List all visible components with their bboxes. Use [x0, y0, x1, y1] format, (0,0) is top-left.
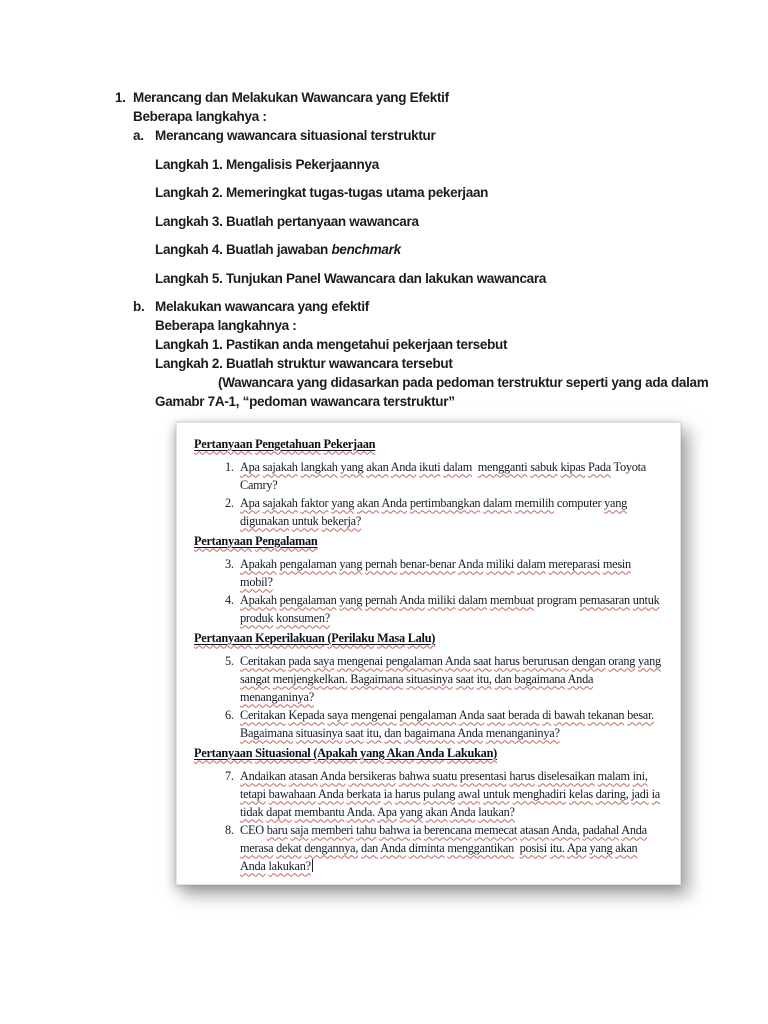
text-cursor-caret	[312, 859, 313, 872]
question-text: Apakah pengalaman yang pernah Anda miliki dalam membuat program pemasaran untuk produk konsumen?	[240, 592, 660, 625]
question-number: 2.	[225, 495, 234, 510]
outline-section-a	[133, 126, 728, 145]
step-line: Langkah 5. Tunjukan Panel Wawancara dan lakukan wawancara	[155, 270, 547, 286]
step-line: Langkah 3. Buatlah pertanyaan wawancara	[155, 213, 419, 229]
figure-7a-1-image	[176, 422, 681, 885]
figure-question-item	[225, 652, 668, 706]
question-number: 5.	[225, 653, 234, 668]
figure-section-heading: Pertanyaan Keperilakuan (Perilaku Masa Lalu)	[194, 630, 436, 645]
question-text: Apakah pengalaman yang pernah benar-benar Anda miliki dalam mereparasi mesin mobil?	[240, 556, 631, 589]
step-line: Langkah 2. Buatlah struktur wawancara tersebut	[155, 355, 453, 371]
section-b-subtitle: Beberapa langkahnya :	[155, 317, 297, 333]
figure-section-heading: Pertanyaan Situasional (Apakah yang Akan Anda Lakukan)	[194, 745, 497, 760]
outline-title: Merancang dan Melakukan Wawancara yang Efektif	[133, 90, 449, 105]
list-marker: 1.	[115, 90, 126, 105]
figure-question-item	[225, 767, 668, 821]
outline-section-b	[133, 297, 728, 411]
figure-question-item	[225, 458, 668, 494]
figure-question-item	[225, 591, 668, 627]
figure-question-item	[225, 494, 668, 530]
note-line: (Wawancara yang didasarkan pada pedoman terstruktur seperti yang ada dalam	[218, 374, 709, 390]
italic-term: benchmark	[331, 242, 401, 257]
outline-item-1	[115, 88, 728, 885]
step-line: Langkah 1. Pastikan anda mengetahui pekerjaan tersebut	[155, 336, 508, 352]
document-body	[115, 88, 728, 885]
question-text: Ceritakan Kepada saya mengenai pengalaman Anda saat berada di bawah tekanan besar. Bagaimana situasinya saat itu, dan bagaimana Anda menanganinya?	[240, 707, 654, 740]
question-number: 4.	[225, 592, 234, 607]
question-text: Ceritakan pada saya mengenai pengalaman Anda saat harus berurusan dengan orang yang sangat menjengkelkan. Bagaimana situasinya saat itu, dan bagaimana Anda menanganinya?	[240, 653, 661, 704]
question-text: CEO baru saja memberi tahu bahwa ia berencana memecat atasan Anda, padahal Anda merasa dekat dengannya, dan Anda diminta menggantikan posisi itu. Apa yang akan Anda lakukan?	[240, 822, 647, 873]
question-number: 7.	[225, 768, 234, 783]
outline-subtitle: Beberapa langkahya :	[133, 109, 267, 124]
step-line: Langkah 1. Mengalisis Pekerjaannya	[155, 156, 379, 172]
step-line	[155, 240, 728, 259]
section-a-title: Merancang wawancara situasional terstruktur	[155, 128, 436, 143]
figure-question-item	[225, 821, 668, 875]
question-text: Apa sajakah langkah yang akan Anda ikuti dalam mengganti sabuk kipas Pada Toyota Camry?	[240, 459, 647, 492]
figure-section-heading: Pertanyaan Pengetahuan Pekerjaan	[194, 436, 376, 451]
question-text: Andaikan atasan Anda bersikeras bahwa suatu presentasi harus diselesaikan malam ini, tetapi bawahaan Anda berkata ia harus pulang awal untuk menghadiri kelas daring, jadi ia tidak dapat membantu Anda. Apa yang akan Anda laukan?	[240, 768, 661, 819]
question-text-with-cursor	[240, 821, 668, 875]
question-text: Apa sajakah faktor yang akan Anda pertimbangkan dalam memilih computer yang digunakan untuk bekerja?	[240, 495, 628, 528]
step-text: Langkah 4. Buatlah jawaban	[155, 242, 332, 257]
figure-question-item	[225, 706, 668, 742]
section-a-steps	[155, 155, 728, 288]
step-line: Langkah 2. Memeringkat tugas-tugas utama pekerjaan	[155, 185, 489, 200]
question-number: 8.	[225, 822, 234, 837]
figure-question-item	[225, 555, 668, 591]
figure-section-heading: Pertanyaan Pengalaman	[194, 533, 318, 548]
list-marker: b.	[133, 298, 145, 314]
question-number: 1.	[225, 459, 234, 474]
question-number: 6.	[225, 707, 234, 722]
question-number: 3.	[225, 556, 234, 571]
list-marker: a.	[133, 128, 144, 143]
section-b-title: Melakukan wawancara yang efektif	[155, 298, 369, 314]
figure-reference-line: Gamabr 7A-1, “pedoman wawancara terstruktur”	[155, 393, 455, 409]
